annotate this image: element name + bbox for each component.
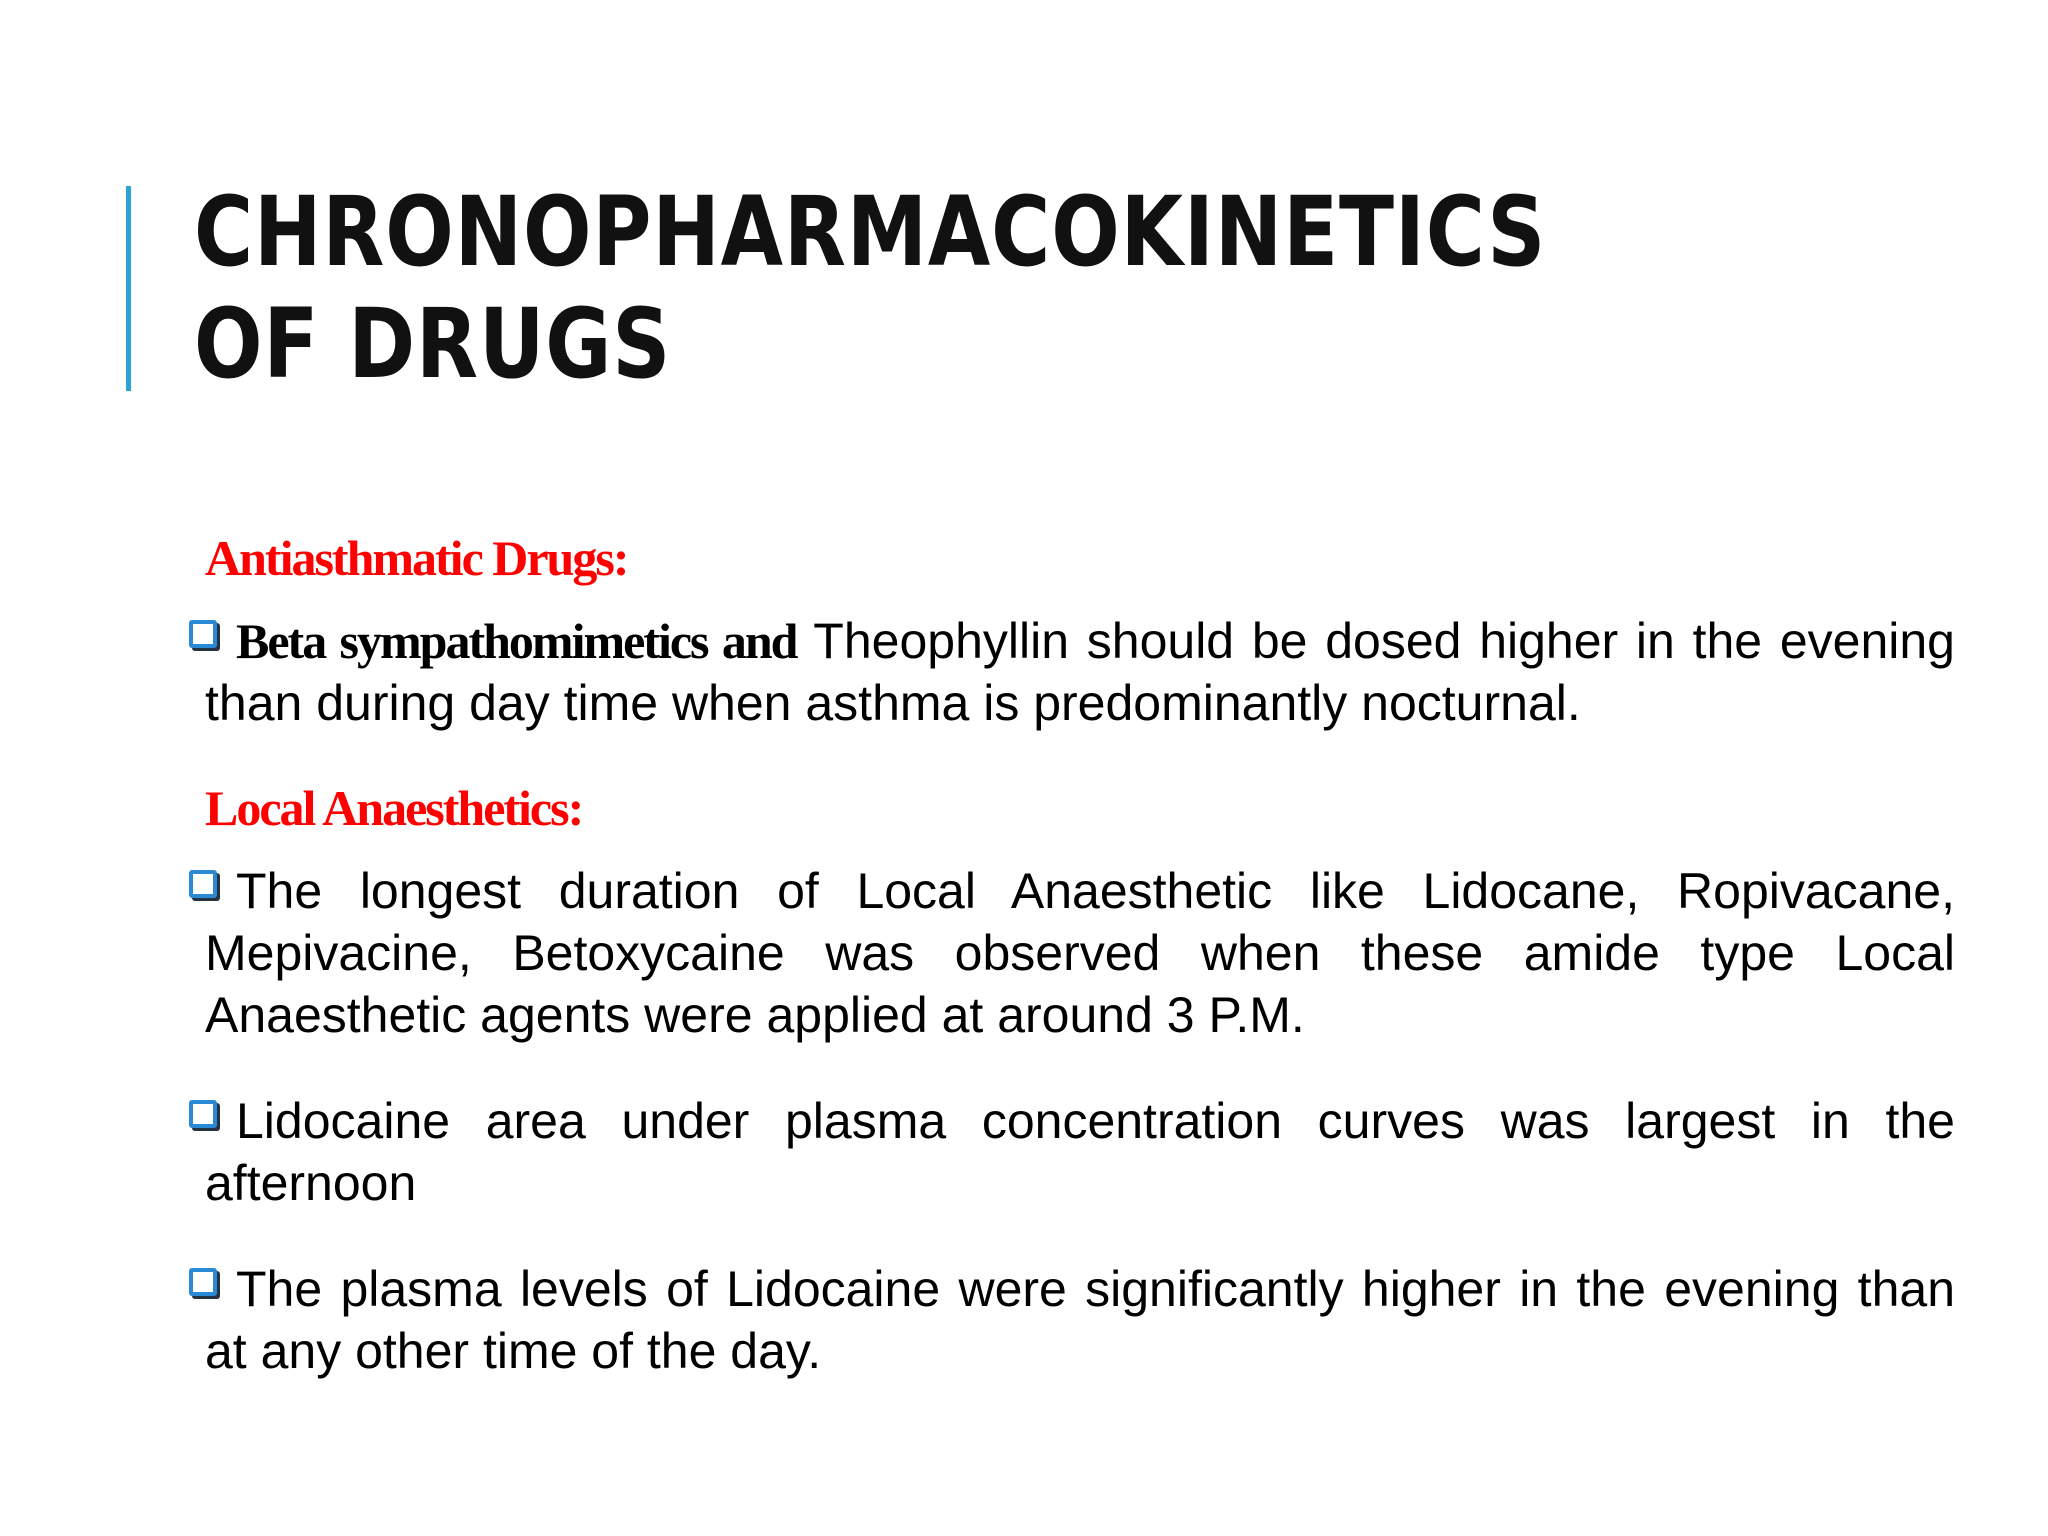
- bullet-text: Theophyllin should be dosed higher in the evening than during day time when asthma is predominantly nocturnal.: [205, 613, 1955, 731]
- checkbox-square-icon: [189, 1268, 217, 1296]
- slide-title: CHRONOPHARMACOKINETICS OF DRUGS: [194, 176, 1547, 400]
- title-accent-bar: [126, 186, 131, 391]
- bullet-text: The longest duration of Local Anaesthetic like Lidocane, Ropivacane, Mepivacine, Betoxycaine was observed when these amide type Local Anaesthetic agents were applied at around 3 P.M.: [205, 863, 1955, 1043]
- bullet-item-lidocaine-auc: [205, 1090, 1955, 1214]
- bullet-item-lidocaine-plasma-levels: [205, 1258, 1955, 1382]
- bullet-item-beta-sympathomimetics: [205, 610, 1955, 734]
- section-heading-local-anaesthetics: Local Anaesthetics:: [205, 780, 583, 836]
- checkbox-square-icon: [189, 870, 217, 898]
- section-heading-antiasthmatic: Antiasthmatic Drugs:: [205, 530, 628, 586]
- bullet-item-longest-duration: [205, 860, 1955, 1046]
- checkbox-square-icon: [189, 620, 217, 648]
- slide-content: [205, 528, 1955, 1382]
- bullet-text: The plasma levels of Lidocaine were significantly higher in the evening than at any other time of the day.: [205, 1261, 1955, 1379]
- checkbox-square-icon: [189, 1100, 217, 1128]
- bullet-text: Lidocaine area under plasma concentration curves was largest in the afternoon: [205, 1093, 1955, 1211]
- bullet-lead-in: Beta sympathomimetics and: [236, 613, 797, 669]
